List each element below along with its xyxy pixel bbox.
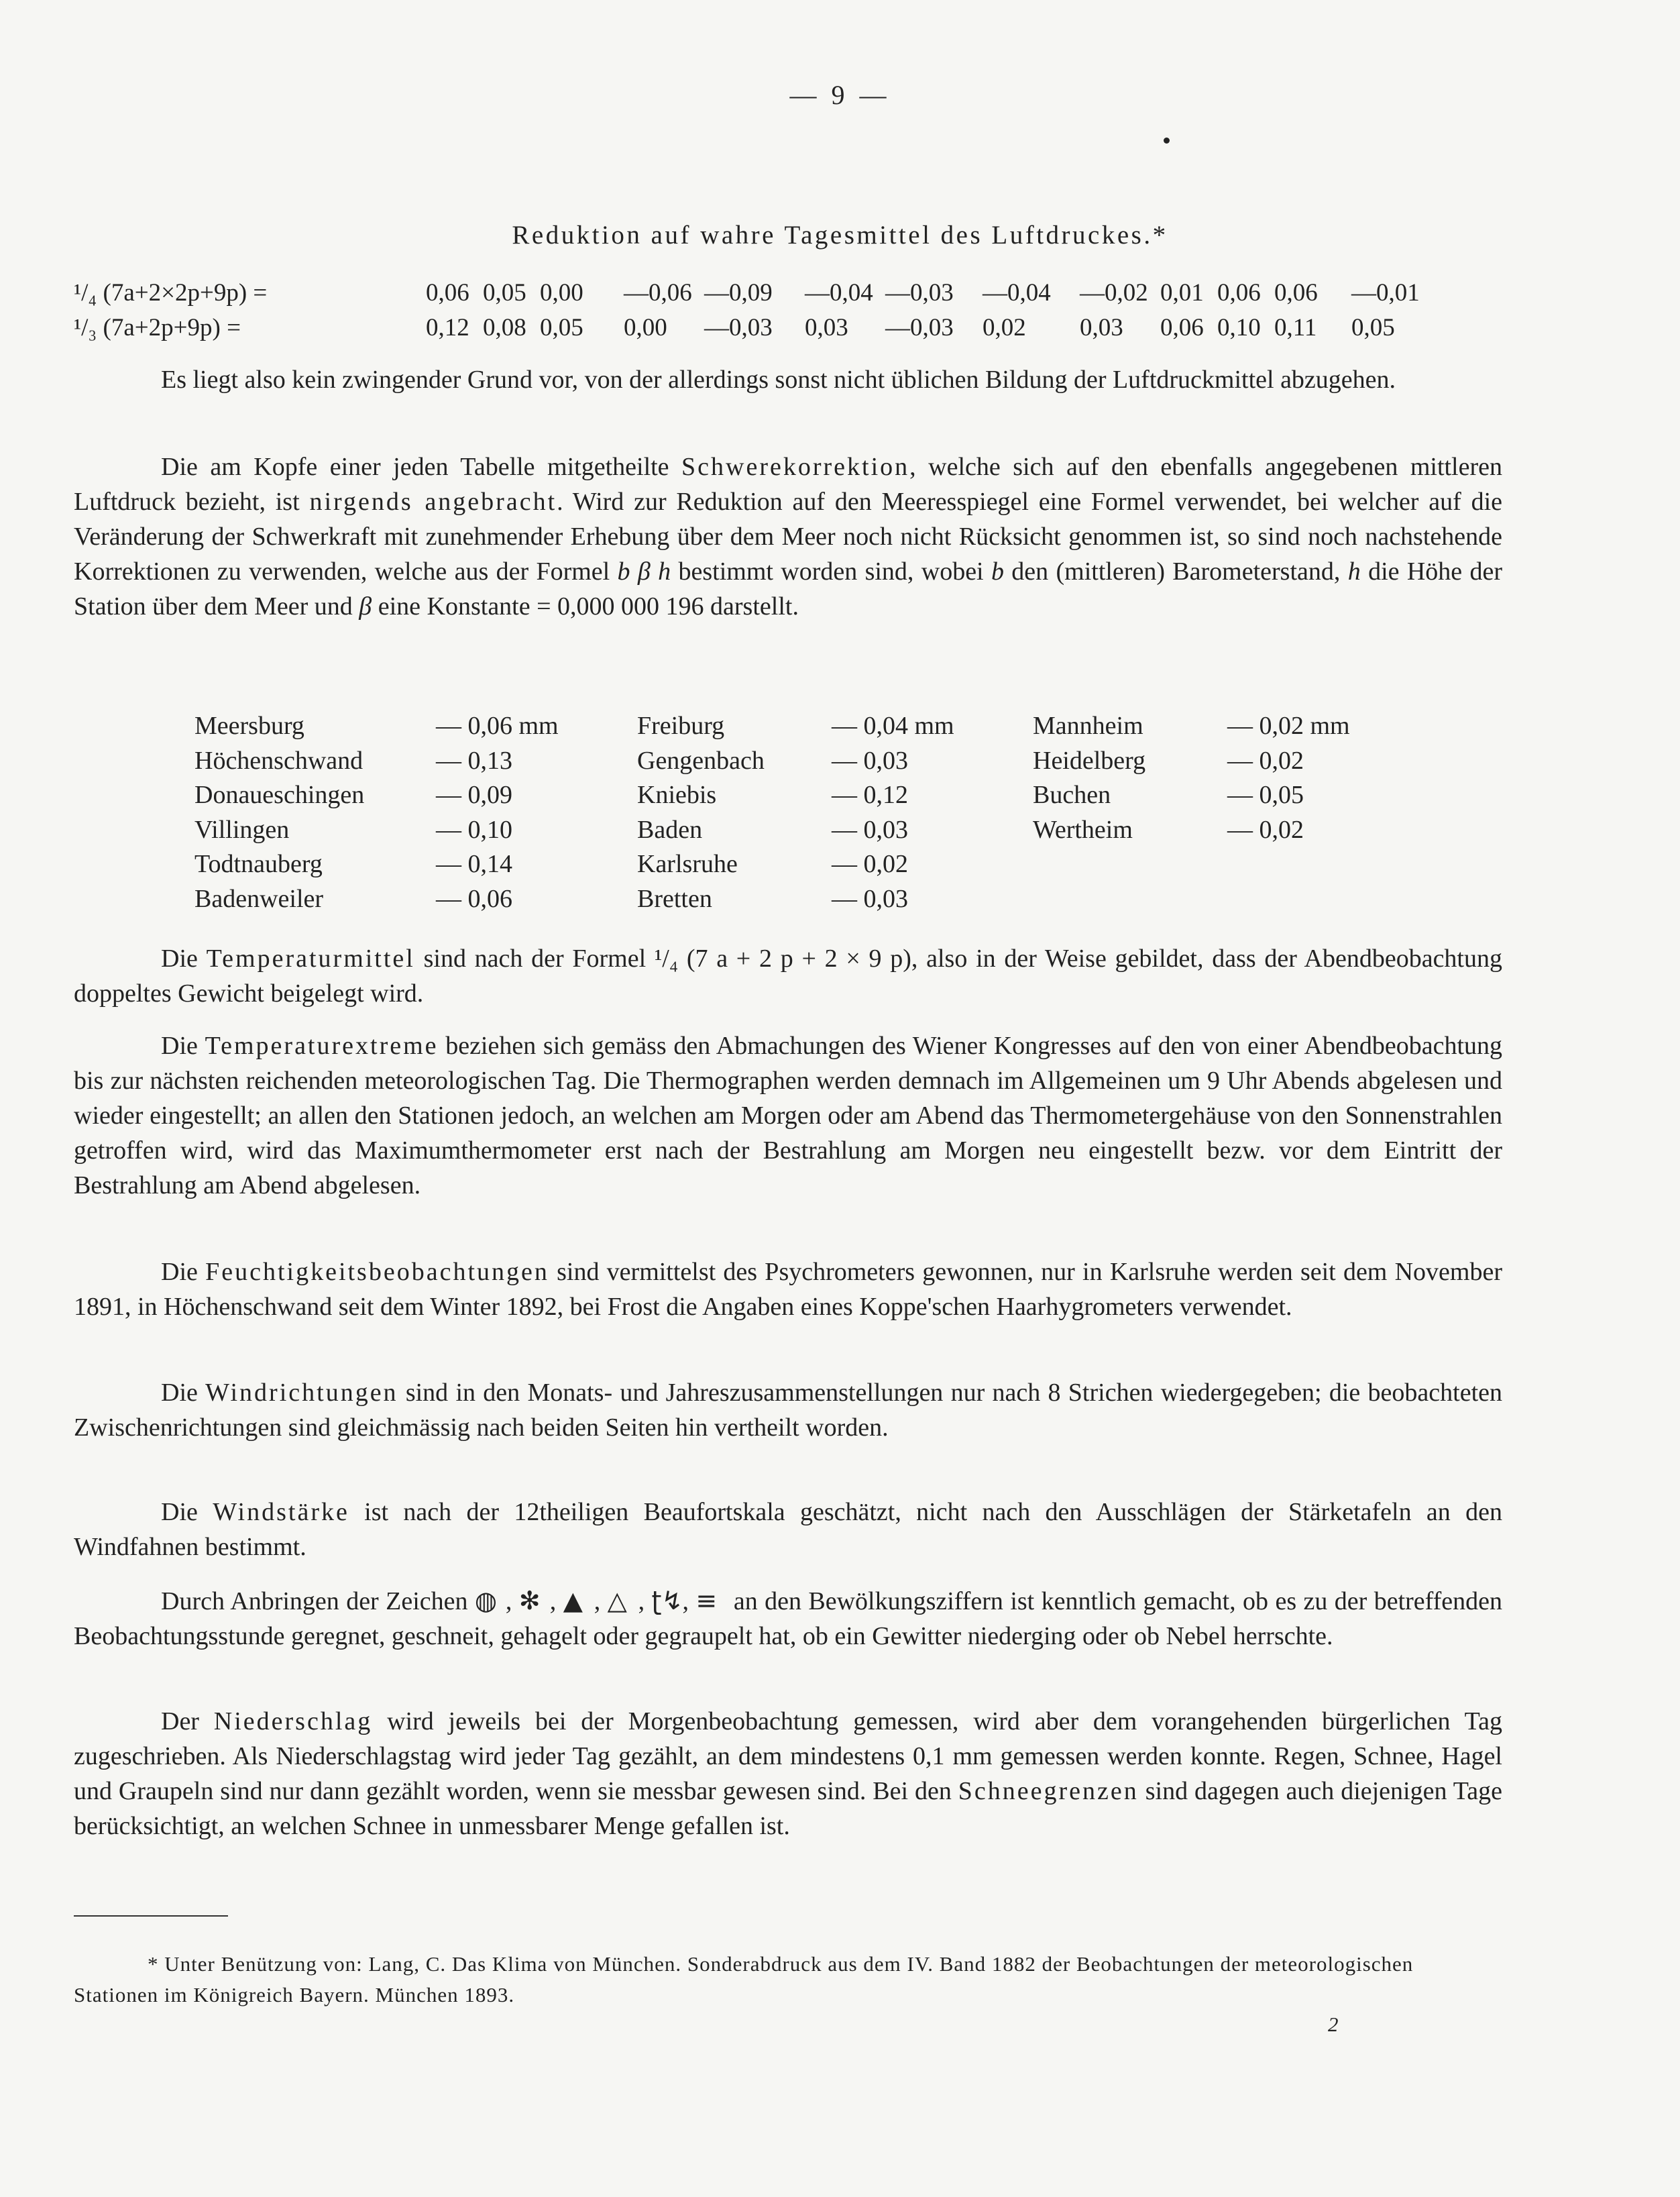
paragraph-windstaerke: Die Windstärke ist nach der 12theiligen Beaufortskala geschätzt, nicht nach den Ausschlägen der Stärketafeln an den Windfahnen bestimmt. [74,1498,1502,1561]
formula-value: 0,00 [624,314,667,341]
station-name: Mannheim [1033,712,1143,740]
formula-value: —0,03 [885,279,954,307]
formula-value: 0,03 [1080,314,1123,341]
formula-value: 0,12 [426,314,469,341]
term-nirgends-angebracht: nirgends angebracht [309,488,557,516]
formula-label: ¹/₄ (7a+2×2p+9p) = [74,279,268,307]
page-number: — 9 — [789,80,891,110]
station-correction-table [194,711,1402,926]
station-name: Badenweiler [194,884,324,913]
paragraph-luftdruck-conclusion: Es liegt also kein zwingender Grund vor, von der allerdings sonst nicht üblichen Bildung der Luftdruckmittel abzugehen. [161,366,1396,394]
formula-value: 0,08 [483,314,526,341]
correction-value: — 0,02 [1227,815,1304,844]
correction-value: — 0,02 mm [1227,712,1350,740]
paragraph-temperaturmittel: Die Temperaturmittel sind nach der Formel ¹/₄ (7 a + 2 p + 2 × 9 p), also in der Weise gebildet, dass der Abendbeobachtung doppeltes Gewicht beigelegt wird. [74,945,1502,1008]
sheet-signature-mark: 2 [1328,2013,1339,2036]
footnote: * Unter Benützung von: Lang, C. Das Klima von München. Sonderabdruck aus dem IV. Band 1882 der Beobachtungen der meteorologischen Stationen im Königreich Bayern. München 1893. [74,1952,1414,2006]
term-schneegrenzen: Schneegrenzen [958,1777,1139,1805]
correction-value: — 0,04 mm [832,712,954,740]
formula-value: 0,03 [805,314,848,341]
graupel-symbol-icon: △ [607,1586,627,1615]
formula-value: —0,01 [1351,279,1420,307]
formula-value: —0,03 [704,314,773,341]
station-name: Kniebis [637,781,717,809]
paragraph-zeichen: Durch Anbringen der Zeichen ◍ , ✻ , ▲ , △ , ʈ↯, ≡ an den Bewölkungsziffern ist kenntlich gemacht, ob es zu der betreffenden Beobachtungsstunde geregnet, geschneit, gehagelt oder gegraupelt hat, ob ein Gewitter niederging oder ob Nebel herrschte. [74,1583,1502,1654]
formula-value: 0,06 [1217,279,1261,307]
term-windrichtungen: Windrichtungen [205,1379,398,1407]
correction-value: — 0,03 [832,884,908,913]
station-name: Heidelberg [1033,746,1146,775]
correction-value: — 0,06 [436,884,512,913]
station-name: Freiburg [637,712,725,740]
formula-value: 0,11 [1274,314,1317,341]
formula-row-third [74,313,1502,344]
correction-value: — 0,13 [436,746,512,775]
formula-value: —0,06 [624,279,692,307]
correction-value: — 0,03 [832,815,908,844]
formula-value: 0,10 [1217,314,1261,341]
paragraph-schwerekorrektion: Die am Kopfe einer jeden Tabelle mitgetheilte Schwerekorrektion, welche sich auf den ebenfalls angegebenen mittleren Luftdruck bezieht, ist nirgends angebracht. Wird zur Reduktion auf den Meeresspiegel eine Formel verwendet, bei welcher auf die Veränderung der Schwerkraft mit zunehmender Erhebung über dem Meer noch nicht Rücksicht genommen ist, so sind noch nachstehende Korrektionen zu verwenden, welche aus der Formel b β h bestimmt worden sind, wobei b den (mittleren) Barometerstand, h die Höhe der Station über dem Meer und β eine Konstante = 0,000 000 196 darstellt. [74,453,1503,621]
term-niederschlag: Niederschlag [213,1707,373,1735]
formula-value: —0,04 [983,279,1051,307]
formula-value: 0,06 [1274,279,1318,307]
hail-symbol-icon: ▲ [563,1586,583,1615]
station-name: Buchen [1033,781,1111,809]
ink-speck [1164,138,1170,144]
term-windstaerke: Windstärke [213,1498,349,1526]
station-name: Karlsruhe [637,850,738,878]
section-title: Reduktion auf wahre Tagesmittel des Luftdruckes.* [512,221,1168,250]
formula-value: 0,05 [540,314,583,341]
station-name: Meersburg [194,712,304,740]
formula-label: ¹/₃ (7a+2p+9p) = [74,314,241,341]
formula-value: 0,00 [540,279,583,307]
formula-value: —0,04 [805,279,873,307]
correction-value: — 0,10 [436,815,512,844]
formula-value: 0,05 [1351,314,1395,341]
station-name: Höchenschwand [194,746,363,775]
formula-b-beta-h: b β h [617,557,671,586]
correction-value: — 0,09 [436,781,512,809]
paragraph-feuchtigkeit: Die Feuchtigkeitsbeobachtungen sind vermittelst des Psychrometers gewonnen, nur in Karlsruhe werden seit dem November 1891, in Höchenschwand seit dem Winter 1892, bei Frost die Angaben eines Koppe'schen Haarhygrometers verwendet. [74,1258,1502,1321]
formula-value: 0,05 [483,279,526,307]
station-name: Villingen [194,815,290,844]
correction-value: — 0,03 [832,746,908,775]
fog-symbol-icon: ≡ [695,1586,718,1615]
station-name: Baden [637,815,703,844]
rain-symbol-icon: ◍ [474,1586,498,1615]
paragraph-niederschlag: Der Niederschlag wird jeweils bei der Morgenbeobachtung gemessen, wird aber dem vorangehenden bürgerlichen Tag zugeschrieben. Als Niederschlagstag wird jeder Tag gezählt, an dem mindestens 0,1 mm gemessen werden konnte. Regen, Schnee, Hagel und Graupeln sind nur dann gezählt worden, wenn sie messbar gewesen sind. Bei den Schneegrenzen sind dagegen auch diejenigen Tage berücksichtigt, an welchen Schnee in unmessbarer Menge gefallen ist. [74,1707,1503,1840]
term-temperaturextreme: Temperaturextreme [205,1032,439,1060]
formula-value: 0,02 [983,314,1026,341]
term-temperaturmittel: Temperaturmittel [206,945,415,973]
station-name: Bretten [637,884,712,913]
formula-value: —0,03 [885,314,954,341]
paragraph-windrichtungen: Die Windrichtungen sind in den Monats- und Jahreszusammenstellungen nur nach 8 Strichen wiedergegeben; die beobachteten Zwischenrichtungen sind gleichmässig nach beiden Seiten hin vertheilt worden. [74,1379,1502,1442]
formula-row-quarter [74,278,1502,309]
station-name: Donaueschingen [194,781,365,809]
formula-value: —0,09 [704,279,773,307]
formula-value: 0,06 [426,279,469,307]
correction-value: — 0,14 [436,850,512,878]
formula-value: 0,06 [1160,314,1204,341]
station-name: Todtnauberg [194,850,323,878]
term-schwerekorrektion: Schwerekorrektion [681,453,910,481]
formula-value: —0,02 [1080,279,1148,307]
snow-symbol-icon: ✻ [518,1586,541,1615]
correction-value: — 0,02 [832,850,908,878]
station-name: Wertheim [1033,815,1133,844]
footnote-rule [74,1915,228,1917]
station-name: Gengenbach [637,746,765,775]
term-feuchtigkeitsbeobachtungen: Feuchtigkeitsbeobachtungen [205,1258,549,1286]
correction-value: — 0,02 [1227,746,1304,775]
paragraph-temperaturextreme: Die Temperaturextreme beziehen sich gemäss den Abmachungen des Wiener Kongresses auf den von einer Abendbeobachtung bis zur nächsten reichenden meteorologischen Tag. Die Thermographen werden demnach im Allgemeinen um 9 Uhr Abends abgelesen und wieder eingestellt; an allen den Stationen jedoch, an welchen am Morgen oder am Abend das Thermometergehäuse von den Sonnenstrahlen getroffen wird, wird das Maximumthermometer erst nach der Bestrahlung am Morgen neu eingestellt bezw. vor dem Eintritt der Bestrahlung am Abend abgelesen. [74,1032,1502,1199]
correction-value: — 0,12 [832,781,908,809]
thunderstorm-symbol-icon: ʈ↯ [651,1586,683,1615]
correction-value: — 0,05 [1227,781,1304,809]
formula-value: 0,01 [1160,279,1204,307]
correction-value: — 0,06 mm [436,712,559,740]
